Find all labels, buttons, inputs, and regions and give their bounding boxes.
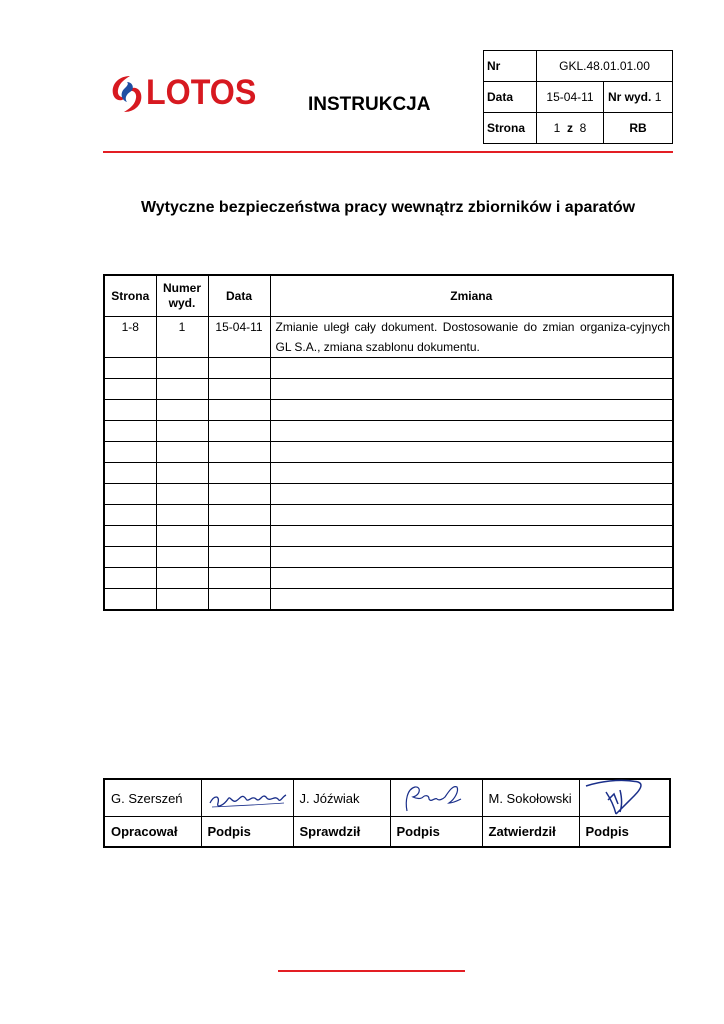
header-divider — [103, 151, 673, 153]
table-row — [104, 526, 673, 547]
document-type: INSTRUKCJA — [308, 94, 431, 115]
meta-row-page — [484, 113, 673, 144]
edition-label: Nr wyd. — [608, 90, 652, 104]
reviewer-signature — [390, 779, 482, 817]
table-cell — [208, 484, 270, 505]
table-cell — [156, 421, 208, 442]
table-cell — [208, 421, 270, 442]
table-cell — [156, 547, 208, 568]
table-cell — [104, 568, 156, 589]
role-podpis-2: Podpis — [390, 817, 482, 848]
role-opracowal: Opracował — [104, 817, 201, 848]
edition-number: 1 — [654, 90, 662, 104]
table-cell — [104, 484, 156, 505]
table-cell — [208, 589, 270, 611]
total-pages: 8 — [579, 121, 587, 135]
table-row — [104, 547, 673, 568]
document-date: 15-04-11 — [537, 82, 604, 113]
lotos-flame-icon — [108, 72, 148, 116]
handwritten-signature-2 — [391, 781, 479, 815]
table-cell — [156, 358, 208, 379]
edition-cell — [604, 82, 673, 113]
table-cell — [270, 484, 673, 505]
table-cell — [104, 400, 156, 421]
author-signature — [201, 779, 293, 817]
row-data: 15-04-11 — [208, 317, 270, 358]
table-cell — [270, 547, 673, 568]
table-row — [104, 442, 673, 463]
row-strona: 1-8 — [104, 317, 156, 358]
document-meta-table — [483, 50, 673, 144]
lotos-logo — [108, 72, 258, 116]
table-cell — [270, 358, 673, 379]
col-header-numer — [156, 275, 208, 317]
table-row — [104, 505, 673, 526]
table-cell — [208, 358, 270, 379]
table-row — [104, 568, 673, 589]
table-cell — [104, 505, 156, 526]
table-cell — [156, 589, 208, 611]
table-row — [104, 589, 673, 611]
table-cell — [104, 358, 156, 379]
table-cell — [156, 505, 208, 526]
table-cell — [156, 400, 208, 421]
table-row — [104, 463, 673, 484]
document-title: Wytyczne bezpieczeństwa pracy wewnątrz zbiorników i aparatów — [140, 199, 636, 216]
page-separator: z — [567, 121, 573, 135]
approver-signature — [579, 779, 670, 817]
approver-name: M. Sokołowski — [482, 779, 579, 817]
table-row — [104, 358, 673, 379]
footer-divider — [278, 970, 465, 972]
role-sprawdzil: Sprawdził — [293, 817, 390, 848]
table-row — [104, 317, 673, 358]
table-row — [104, 484, 673, 505]
table-cell — [104, 526, 156, 547]
table-cell — [156, 442, 208, 463]
signature-table — [103, 778, 671, 848]
table-cell — [156, 463, 208, 484]
table-cell — [156, 568, 208, 589]
author-name: G. Szerszeń — [104, 779, 201, 817]
col-header-data: Data — [208, 275, 270, 317]
col-header-strona: Strona — [104, 275, 156, 317]
table-cell — [104, 547, 156, 568]
table-cell — [104, 463, 156, 484]
table-cell — [208, 379, 270, 400]
table-cell — [270, 379, 673, 400]
col-header-numer-line2: wyd. — [168, 296, 196, 310]
table-cell — [104, 379, 156, 400]
handwritten-signature-1 — [202, 781, 292, 815]
table-cell — [156, 526, 208, 547]
reviewer-name: J. Jóźwiak — [293, 779, 390, 817]
meta-row-date — [484, 82, 673, 113]
date-label: Data — [484, 82, 537, 113]
table-cell — [270, 400, 673, 421]
table-cell — [208, 547, 270, 568]
table-row — [104, 379, 673, 400]
table-cell — [156, 379, 208, 400]
table-cell — [208, 526, 270, 547]
meta-row-nr — [484, 51, 673, 82]
row-zmiana: Zmianie uległ cały dokument. Dostosowanie do zmian organiza-cyjnych GL S.A., zmiana szablonu dokumentu. — [270, 317, 673, 358]
table-cell — [270, 505, 673, 526]
table-cell — [208, 400, 270, 421]
col-header-numer-line1: Numer — [162, 281, 201, 295]
page-label: Strona — [484, 113, 537, 144]
signature-names-row — [104, 779, 670, 817]
department-code: RB — [604, 113, 673, 144]
row-numer: 1 — [156, 317, 208, 358]
handwritten-signature-3 — [580, 780, 672, 816]
table-cell — [270, 568, 673, 589]
role-podpis-3: Podpis — [579, 817, 670, 848]
table-row — [104, 400, 673, 421]
table-cell — [156, 484, 208, 505]
table-cell — [208, 463, 270, 484]
table-cell — [208, 568, 270, 589]
table-cell — [270, 526, 673, 547]
col-header-zmiana: Zmiana — [270, 275, 673, 317]
role-zatwierdzil: Zatwierdził — [482, 817, 579, 848]
change-history-table — [103, 274, 674, 611]
table-cell — [104, 421, 156, 442]
table-cell — [270, 442, 673, 463]
table-cell — [104, 442, 156, 463]
table-cell — [208, 505, 270, 526]
table-cell — [270, 589, 673, 611]
page-count — [537, 113, 604, 144]
role-podpis-1: Podpis — [201, 817, 293, 848]
signature-roles-row — [104, 817, 670, 848]
table-cell — [208, 442, 270, 463]
table-cell — [270, 463, 673, 484]
table-cell — [104, 589, 156, 611]
change-history-header — [104, 275, 673, 317]
nr-label: Nr — [484, 51, 537, 82]
table-cell — [270, 421, 673, 442]
company-name: LOTOS — [146, 73, 257, 112]
table-row — [104, 421, 673, 442]
document-number: GKL.48.01.01.00 — [537, 51, 673, 82]
current-page: 1 — [553, 121, 561, 135]
